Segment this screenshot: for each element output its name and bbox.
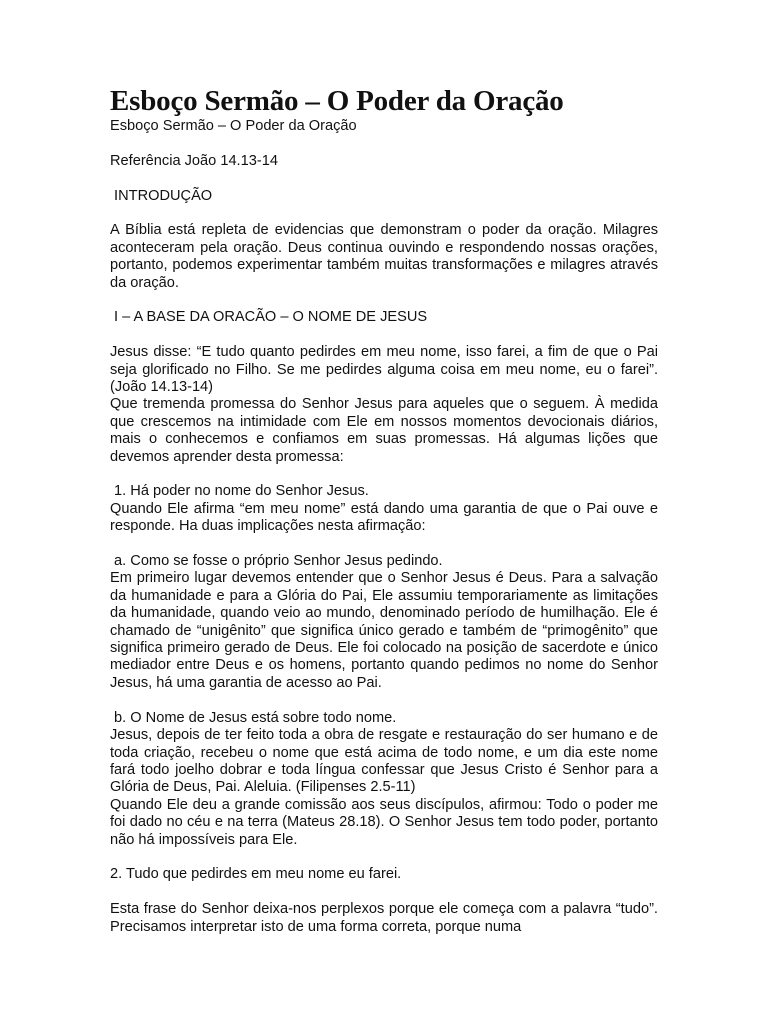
spacer [110,884,658,901]
spacer [110,466,658,483]
point1a-paragraph: Em primeiro lugar devemos entender que o Senhor Jesus é Deus. Para a salvação da humanidade e para a Glória do Pai, Ele assumiu temporariamente as limitações da humanidade, quando veio ao mundo, denominado período de humilhação. Ele é chamado de “unigênito” que significa único gerado e também de “primogênito” que significa primeiro gerado de Deus. Ele foi colocado na posição de sacerdote e único mediador entre Deus e os homens, portanto quando pedimos no nome do Senhor Jesus, há uma garantia de acesso ao Pai. [110,570,658,691]
document-page [110,84,658,936]
point2-heading: 2. Tudo que pedirdes em meu nome eu farei. [110,866,402,883]
spacer [110,692,658,709]
section1-paragraph-a: Jesus disse: “E tudo quanto pedirdes em meu nome, isso farei, a fim de que o Pai seja glorificado no Filho. Se me pedirdes alguma coisa em meu nome, eu o farei”. (João 14.13-14) [110,344,658,396]
spacer [110,170,658,187]
document-subtitle: Esboço Sermão – O Poder da Oração [110,118,357,134]
spacer [110,536,658,553]
spacer [110,205,658,222]
intro-heading: INTRODUÇÃO [110,187,213,204]
spacer [110,849,658,866]
point1b-paragraph-a: Jesus, depois de ter feito toda a obra de resgate e restauração do ser humano e de toda criação, recebeu o nome que está acima de todo nome, e um dia este nome fará todo joelho dobrar e toda língua confessar que Jesus Cristo é Senhor para a Glória de Deus, Pai. Aleluia. (Filipenses 2.5-11) [110,727,658,796]
section1-heading: I – A BASE DA ORACÃO – O NOME DE JESUS [110,309,428,326]
scripture-reference: Referência João 14.13-14 [110,152,278,169]
spacer [110,292,658,309]
section1-paragraph-b: Que tremenda promessa do Senhor Jesus para aqueles que o seguem. À medida que crescemos na intimidade com Ele em nossos momentos devocionais diários, mais o conhecemos e confiamos em suas promessas. Há algumas lições que devemos aprender desta promessa: [110,396,658,465]
document-title: Esboço Sermão – O Poder da Oração [110,85,564,117]
point1a-heading: a. Como se fosse o próprio Senhor Jesus pedindo. [110,553,443,570]
intro-paragraph: A Bíblia está repleta de evidencias que demonstram o poder da oração. Milagres aconteceram pela oração. Deus continua ouvindo e respondendo nossas orações, portanto, podemos experimentar também muitas transformações e milagres através da oração. [110,222,658,291]
spacer [110,327,658,344]
spacer [110,135,658,152]
point1b-heading: b. O Nome de Jesus está sobre todo nome. [110,709,397,726]
point1-paragraph: Quando Ele afirma “em meu nome” está dando uma garantia de que o Pai ouve e responde. Ha duas implicações nesta afirmação: [110,500,658,535]
point2-paragraph: Esta frase do Senhor deixa-nos perplexos porque ele começa com a palavra “tudo”. Precisamos interpretar isto de uma forma correta, porque numa [110,901,658,935]
point1-heading: 1. Há poder no nome do Senhor Jesus. [110,483,369,500]
point1b-paragraph-b: Quando Ele deu a grande comissão aos seus discípulos, afirmou: Todo o poder me foi dado no céu e na terra (Mateus 28.18). O Senhor Jesus tem todo poder, portanto não há impossíveis para Ele. [110,796,658,848]
